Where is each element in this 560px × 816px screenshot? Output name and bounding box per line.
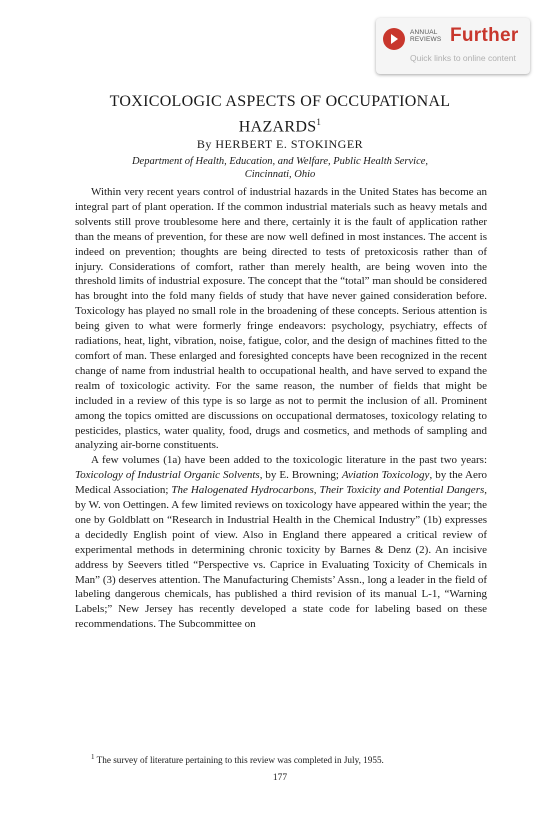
play-icon	[383, 28, 405, 50]
author: By HERBERT E. STOKINGER	[196, 137, 364, 151]
further-badge[interactable]	[376, 18, 530, 74]
article-body	[75, 185, 487, 632]
title-footnote-marker: 1	[316, 117, 322, 127]
book-title: The Halogenated Hydrocarbons, Their Toxicity and Potential Dangers	[171, 484, 485, 497]
book-title: Aviation Toxicology	[341, 469, 430, 482]
footnote: $^1$ The survey of literature pertaining to this review was completed in July, 1955.	[91, 753, 384, 766]
article-title: TOXICOLOGIC ASPECTS OF OCCUPATIONAL HAZARDS$^1$	[109, 93, 451, 136]
affiliation: Department of Health, Education, and Welfare, Public Health Service, Cincinnati, Ohio	[131, 156, 429, 180]
book-title: Toxicology of Industrial Organic Solvents	[75, 469, 260, 482]
paragraph-1: Within very recent years control of industrial hazards in the United States has become an integral part of plant operation. If the common industrial materials such as heavy metals and solvents still prove troublesome here and there, certainly it is the fault of application rather than the means of prevention, for these are now well defined in most instances. The accent is indeed on prevention; thoughts are being directed to tests of pretoxicosis rather than of injury. Considerations of comfort, rather than merely health, are being woven into the threshold limits of industrial exposure. The concept that the “total” man should be considered has brought into the fold many fields of study that have never gained consideration before. Toxicology has played no small role in the broadening of these concepts. Serious attention is being given to what were formerly fringe endeavors: psychology, psychiatry, effects of radiations, heat, light, vibration, noise, fatigue, color, and the design of machines fitted to the comfort of man. These enlarged and foresighted concepts have been recognized in the recent change of name from industrial health to occupational health, and have served to expand the realm of toxicologic activity. For the same reason, the number of fields that might be included in a review of this type is so large as not to permit the inclusion of all. Prominent among the topics omitted are discussions on occupational dermatoses, toxicology relating to pesticides, plastics, water quality, food, drugs and cosmetics, and methods of sampling and analyzing air-borne constituents.	[75, 186, 487, 452]
paragraph-2: A few volumes (1a) have been added to the toxicologic literature in the past two years: Toxicology of Industrial Organic Solvents, by E. Browning; Aviation Toxicology, by the Aero Medical Association; The Halogenated Hydrocarbons, Their Toxicity and Potential Dangers, by W. von Oettingen. A few limited reviews on toxicology have appeared within the year; the one by Goldblatt on “Research in Industrial Health in the Chemical Industry” (1b) expresses a decidedly English point of view. Also in England there appeared a critical review of experimental methods in determining chronic toxicity by Barnes & Denz (2). An incisive address by Seevers titled “Perspective vs. Caprice in Evaluating Toxicity of Chemicals in Man” (3) deserves attention. The Manufacturing Chemists’ Assn., long a leader in the field of labeling dangerous chemicals, has published a third revision of its manual L-1, “Warning Labels;” New Jersey has recently developed a state code for labeling based on these recommendations. The Subcommittee on	[75, 454, 488, 631]
annual-reviews-logo: ANNUAL REVIEWS	[410, 29, 442, 43]
further-subtitle: Quick links to online content	[410, 53, 516, 63]
page-number: 177	[272, 773, 288, 783]
further-label: Further	[450, 25, 519, 46]
